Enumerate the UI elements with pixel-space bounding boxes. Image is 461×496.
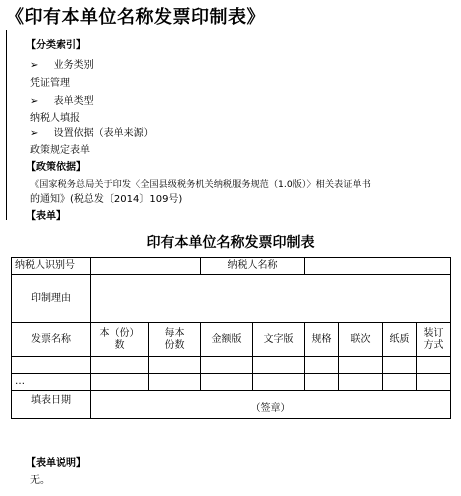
data-row xyxy=(12,374,451,391)
bullet-setting-basis xyxy=(30,128,154,140)
arrow-bullet-icon: ➢ xyxy=(30,128,39,139)
taxpayer-id-cell[interactable] xyxy=(91,258,201,275)
invoice-print-form xyxy=(11,257,451,419)
data-cell[interactable] xyxy=(149,374,201,391)
column-header-row xyxy=(12,323,451,357)
seal-text: （签章） xyxy=(250,403,291,414)
col-amount-version: 金额版 xyxy=(201,323,253,357)
fill-date-label: 填表日期 xyxy=(12,391,91,419)
taxpayer-id-label: 纳税人识别号 xyxy=(12,258,91,275)
data-cell[interactable] xyxy=(383,357,417,374)
print-reason-label: 印制理由 xyxy=(12,275,91,323)
setting-basis-label: 设置依据（表单来源） xyxy=(53,128,154,139)
policy-text-line2: 的通知》(税总发〔2014〕109号) xyxy=(30,194,183,205)
col-paper: 纸质 xyxy=(383,323,417,357)
notes-header: 【表单说明】 xyxy=(26,458,86,469)
setting-basis-value: 政策规定表单 xyxy=(30,145,90,156)
col-copies-per-book: 每本 份数 xyxy=(149,323,201,357)
seal-cell[interactable] xyxy=(91,391,451,419)
arrow-bullet-icon: ➢ xyxy=(30,96,39,107)
arrow-bullet-icon: ➢ xyxy=(30,60,39,71)
bullet-business-category xyxy=(30,60,94,72)
data-cell[interactable] xyxy=(417,374,451,391)
index-header: 【分类索引】 xyxy=(26,40,86,51)
col-copies: 本（份） 数 xyxy=(91,323,149,357)
data-cell[interactable] xyxy=(305,357,339,374)
col-binding: 装订 方式 xyxy=(417,323,451,357)
data-cell[interactable] xyxy=(12,357,91,374)
taxpayer-name-cell[interactable] xyxy=(305,258,451,275)
print-reason-cell[interactable] xyxy=(91,275,451,323)
data-cell[interactable] xyxy=(383,374,417,391)
data-cell[interactable] xyxy=(339,357,383,374)
document-heading: 《印有本单位名称发票印制表》 xyxy=(6,7,265,28)
policy-text-line1: 《国家税务总局关于印发〈全国县级税务机关纳税服务规范（1.0版）〉相关表证单书 xyxy=(30,179,371,190)
data-cell[interactable] xyxy=(253,357,305,374)
form-title: 印有本单位名称发票印制表 xyxy=(146,235,315,251)
col-spec: 规格 xyxy=(305,323,339,357)
left-rule xyxy=(6,30,7,220)
data-cell[interactable] xyxy=(149,357,201,374)
business-category-label: 业务类别 xyxy=(53,60,94,71)
form-header: 【表单】 xyxy=(26,211,66,222)
form-type-value: 纳税人填报 xyxy=(30,113,80,124)
policy-header: 【政策依据】 xyxy=(26,162,86,173)
bullet-form-type xyxy=(30,96,94,108)
data-cell[interactable] xyxy=(201,374,253,391)
col-parts: 联次 xyxy=(339,323,383,357)
taxpayer-name-label: 纳税人名称 xyxy=(201,258,305,275)
data-cell[interactable] xyxy=(253,374,305,391)
col-invoice-name: 发票名称 xyxy=(12,323,91,357)
date-row xyxy=(12,391,451,419)
data-cell[interactable] xyxy=(91,374,149,391)
ellipsis-marker: … xyxy=(12,374,91,391)
data-cell[interactable] xyxy=(305,374,339,391)
data-cell[interactable] xyxy=(339,374,383,391)
form-type-label: 表单类型 xyxy=(53,96,94,107)
col-text-version: 文字版 xyxy=(253,323,305,357)
data-row xyxy=(12,357,451,374)
data-cell[interactable] xyxy=(201,357,253,374)
business-category-value: 凭证管理 xyxy=(30,78,70,89)
taxpayer-row xyxy=(12,258,451,275)
data-cell[interactable] xyxy=(417,357,451,374)
data-cell[interactable] xyxy=(91,357,149,374)
notes-text: 无。 xyxy=(30,475,50,486)
reason-row xyxy=(12,275,451,323)
